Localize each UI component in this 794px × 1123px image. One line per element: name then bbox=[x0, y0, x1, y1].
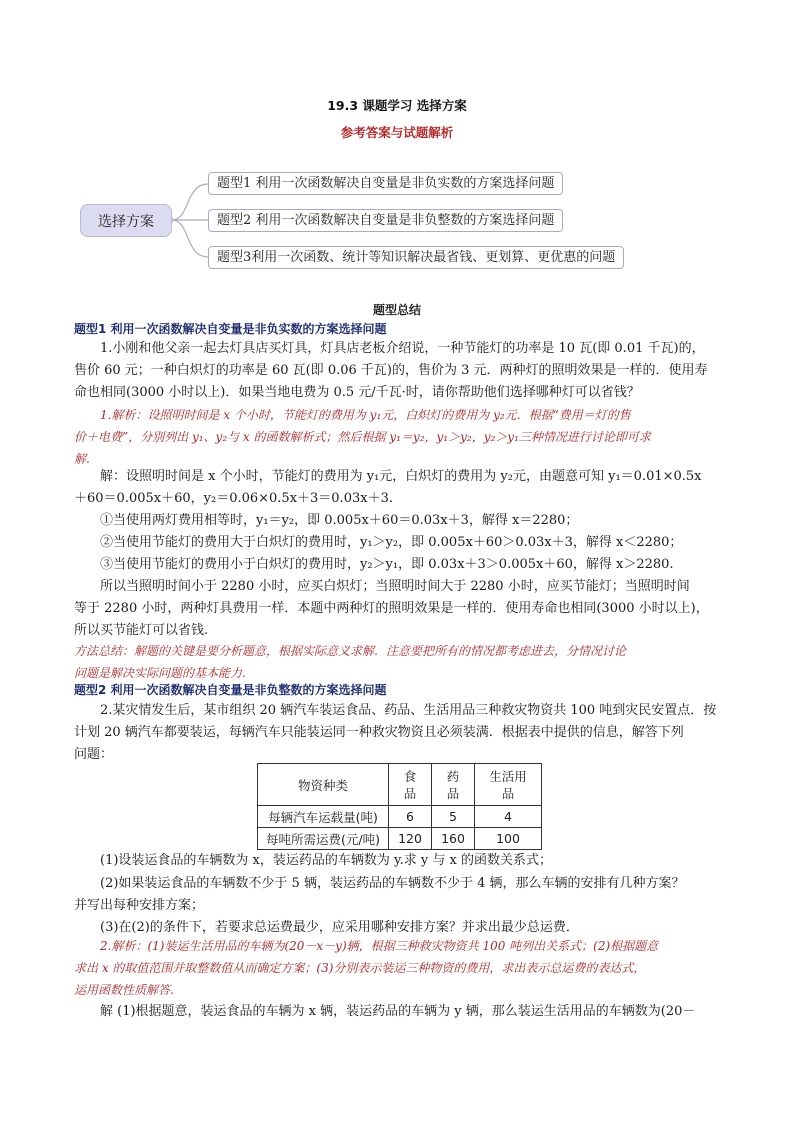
table-cell: 5 bbox=[432, 806, 475, 828]
table-header-cell: 食 品 bbox=[389, 764, 432, 806]
table-cell: 每吨所需运费(元/吨) bbox=[258, 828, 389, 850]
page-title: 19.3 课题学习 选择方案 bbox=[327, 98, 467, 113]
section1-method-line-2: 问题是解决实际问题的基本能力. bbox=[74, 666, 246, 680]
table-row bbox=[258, 828, 542, 850]
section1-problem-line-3: 命也相同(3000 小时以上)．如果当地电费为 0.5 元/千瓦·时，请你帮助他们选择哪种灯可以省钱？ bbox=[74, 385, 640, 400]
freight-table-wrapper bbox=[257, 763, 542, 850]
table-cell: 120 bbox=[389, 828, 432, 850]
section1-case-1: ①当使用两灯费用相等时，y₁＝y₂，即 0.005x＋60＝0.03x＋3，解得 x＝2280； bbox=[100, 513, 579, 528]
section1-solution-line-2: ＋60＝0.005x＋60，y₂＝0.06×0.5x＋3＝0.03x＋3. bbox=[74, 491, 393, 506]
section1-problem-line-1: 1.小刚和他父亲一起去灯具店买灯具，灯具店老板介绍说，一种节能灯的功率是 10 瓦(即 0.01 千瓦)的， bbox=[100, 341, 705, 356]
section1-case-3: ③当使用节能灯的费用小于白炽灯的费用时，y₂＞y₁，即 0.03x＋3＞0.005x＋60，解得 x＞2280. bbox=[100, 557, 674, 572]
section2-problem-line-3: 问题： bbox=[74, 747, 114, 762]
table-cell: 100 bbox=[475, 828, 542, 850]
table-header-cell: 生活用 品 bbox=[475, 764, 542, 806]
table-header-row bbox=[258, 764, 542, 806]
section2-heading: 题型2 利用一次函数解决自变量是非负整数的方案选择问题 bbox=[74, 683, 387, 697]
table-cell: 每辆汽车运载量(吨) bbox=[258, 806, 389, 828]
section1-heading: 题型1 利用一次函数解决自变量是非负实数的方案选择问题 bbox=[74, 322, 387, 336]
section2-problem-line-1: 2.某灾情发生后，某市组织 20 辆汽车装运食品、药品、生活用品三种救灾物资共 100 吨到灾民安置点．按 bbox=[100, 703, 717, 718]
table-cell: 6 bbox=[389, 806, 432, 828]
page-subtitle: 参考答案与试题解析 bbox=[340, 125, 454, 140]
section2-question-3: (3)在(2)的条件下，若要求总运费最少，应采用哪种安排方案？并求出最少总运费． bbox=[100, 920, 579, 935]
section1-analysis-line-3: 解. bbox=[74, 452, 90, 466]
freight-table bbox=[257, 763, 542, 850]
section1-case-2: ②当使用节能灯的费用大于白炽灯的费用时，y₁＞y₂，即 0.005x＋60＞0.03x＋3，解得 x＜2280； bbox=[100, 535, 683, 550]
section2-question-2: (2)如果装运食品的车辆数不少于 5 辆，装运药品的车辆数不少于 4 辆，那么车辆的安排有几种方案？ bbox=[100, 876, 685, 891]
table-header-cell: 药 品 bbox=[432, 764, 475, 806]
section1-analysis-line-2: 价＋电费”，分别列出 y₁、y₂与 x 的函数解析式；然后根据 y₁＝y₂，y₁＞y₂，y₂＞y₁三种情况进行讨论即可求 bbox=[74, 430, 651, 444]
mindmap-branch-2: 题型2 利用一次函数解决自变量是非负整数的方案选择问题 bbox=[208, 209, 563, 232]
section1-method-line-1: 方法总结：解题的关键是要分析题意，根据实际意义求解．注意要把所有的情况都考虑进去，分情况讨论 bbox=[74, 644, 627, 658]
section1-conclusion-line-3: 所以买节能灯可以省钱. bbox=[74, 623, 209, 638]
mindmap-branch-1: 题型1 利用一次函数解决自变量是非负实数的方案选择问题 bbox=[208, 172, 563, 195]
section2-solution-line-1: 解 (1)根据题意，装运食品的车辆为 x 辆，装运药品的车辆为 y 辆，那么装运生活用品的车辆数为(20－ bbox=[100, 1004, 696, 1019]
table-row bbox=[258, 806, 542, 828]
section2-question-1: (1)设装运食品的车辆数为 x，装运药品的车辆数为 y.求 y 与 x 的函数关系式； bbox=[100, 853, 552, 868]
table-header-cell: 物资种类 bbox=[258, 764, 389, 806]
section2-question-2-cont: 并写出每种安排方案； bbox=[74, 898, 205, 913]
section2-analysis-line-1: 2.解析：(1)装运生活用品的车辆为(20－x－y)辆，根据三种救灾物资共 100 吨列出关系式；(2)根据题意 bbox=[100, 939, 659, 953]
section1-conclusion-line-1: 所以当照明时间小于 2280 小时，应买白炽灯；当照明时间大于 2280 小时，应买节能灯；当照明时间 bbox=[100, 579, 690, 594]
mindmap-root: 选择方案 bbox=[80, 204, 172, 237]
section1-conclusion-line-2: 等于 2280 小时，两种灯具费用一样．本题中两种灯的照明效果是一样的．使用寿命也相同(3000 小时以上)， bbox=[74, 601, 709, 616]
table-cell: 4 bbox=[475, 806, 542, 828]
section2-analysis-line-3: 运用函数性质解答. bbox=[74, 983, 174, 997]
section1-solution-line-1: 解：设照明时间是 x 个小时，节能灯的费用为 y₁元，白炽灯的费用为 y₂元，由题意可知 y₁＝0.01×0.5x bbox=[100, 469, 702, 484]
section1-analysis-line-1: 1.解析：设照明时间是 x 个小时，节能灯的费用为 y₁元，白炽灯的费用为 y₂元．根据“费用＝灯的售 bbox=[100, 408, 631, 422]
mindmap-branch-3: 题型3利用一次函数、统计等知识解决最省钱、更划算、更优惠的问题 bbox=[208, 246, 624, 269]
summary-title: 题型总结 bbox=[372, 303, 421, 317]
table-cell: 160 bbox=[432, 828, 475, 850]
section1-problem-line-2: 售价 60 元；一种白炽灯的功率是 60 瓦(即 0.06 千瓦)的，售价为 3 元．两种灯的照明效果是一样的．使用寿 bbox=[74, 363, 708, 378]
section2-analysis-line-2: 求出 x 的取值范围并取整数值从而确定方案；(3)分别表示装运三种物资的费用，求出表示总运费的表达式， bbox=[74, 961, 646, 975]
section2-problem-line-2: 计划 20 辆汽车都要装运，每辆汽车只能装运同一种救灾物资且必须装满．根据表中提供的信息，解答下列 bbox=[74, 725, 684, 740]
